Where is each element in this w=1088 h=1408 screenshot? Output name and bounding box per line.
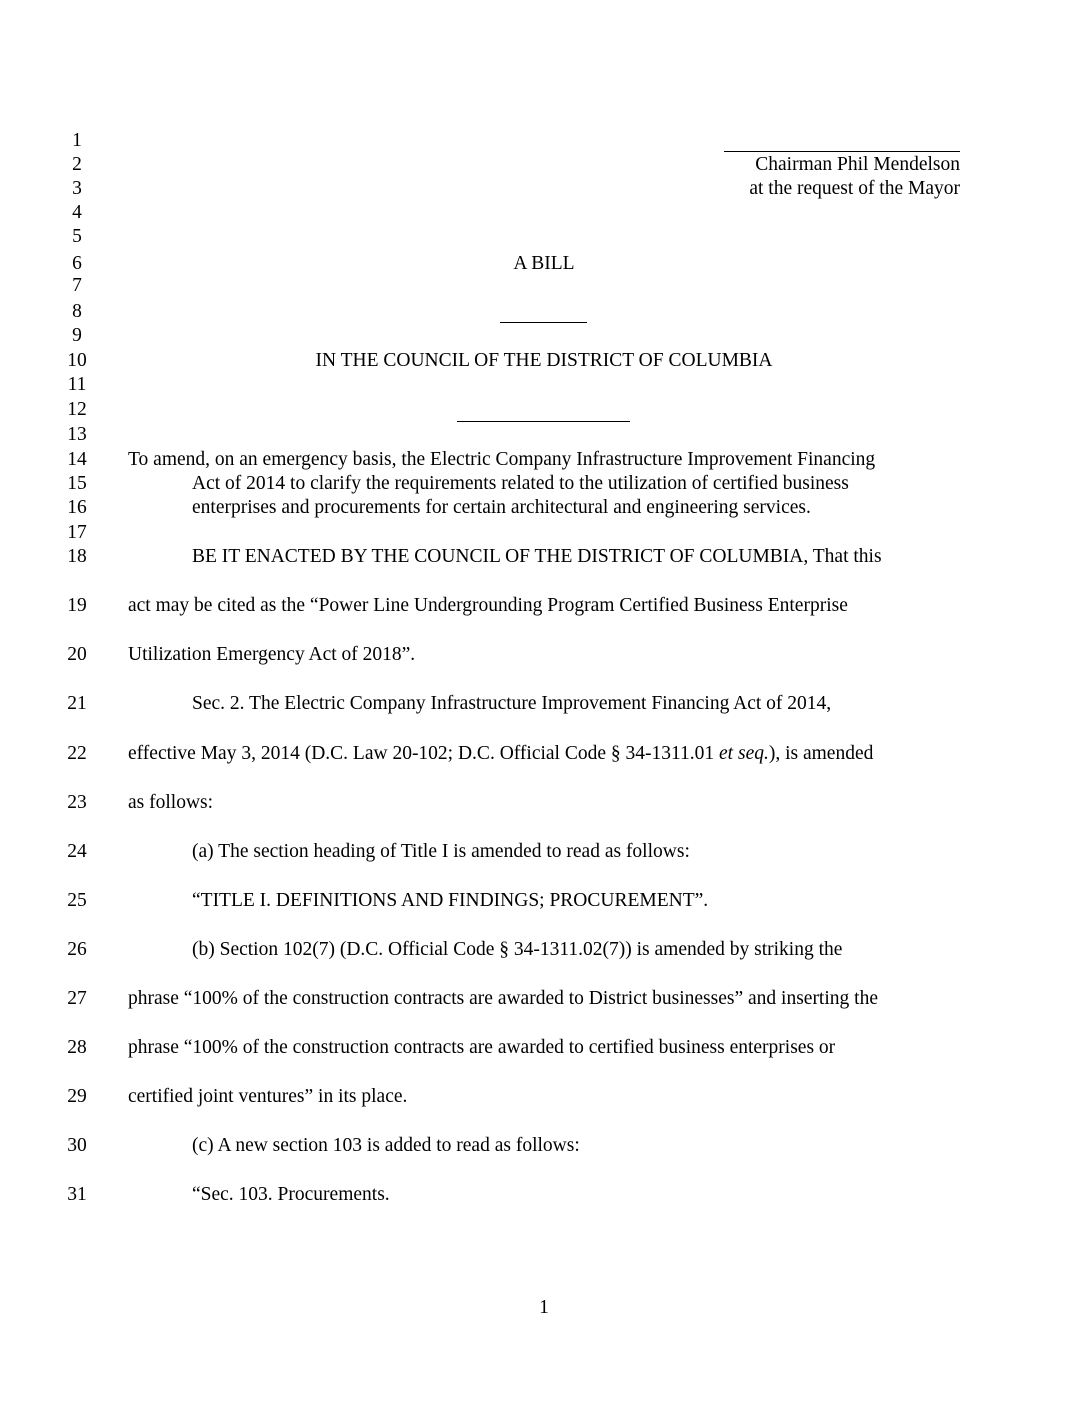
body-text: effective May 3, 2014 (D.C. Law 20-102; D.C. Official Code § 34-1311.01: [128, 743, 720, 764]
line-number: 14: [67, 449, 87, 470]
bill-number-line: [500, 322, 587, 323]
line-number: 9: [72, 325, 82, 346]
line-number: 29: [67, 1086, 87, 1107]
line-number: 4: [72, 202, 82, 223]
line-number: 23: [67, 792, 87, 813]
page-number: 1: [539, 1297, 549, 1318]
date-line: [457, 421, 630, 422]
body-line: Sec. 2. The Electric Company Infrastructure Improvement Financing Act of 2014,: [192, 693, 832, 714]
line-number: 15: [67, 473, 87, 494]
body-line: “TITLE I. DEFINITIONS AND FINDINGS; PROCUREMENT”.: [192, 890, 709, 911]
line-number: 25: [67, 890, 87, 911]
long-title-line: Act of 2014 to clarify the requirements related to the utilization of certified business: [192, 473, 849, 494]
body-line: “Sec. 103. Procurements.: [192, 1184, 390, 1205]
line-number: 19: [67, 595, 87, 616]
line-number: 2: [72, 154, 82, 175]
sponsor-request: at the request of the Mayor: [749, 178, 960, 199]
line-number: 20: [67, 644, 87, 665]
line-number: 10: [67, 350, 87, 371]
line-number: 11: [67, 374, 87, 395]
body-line: phrase “100% of the construction contracts are awarded to District businesses” and inserting the: [128, 988, 878, 1009]
line-number: 6: [72, 253, 82, 274]
line-number: 24: [67, 841, 87, 862]
body-line: [128, 742, 873, 766]
line-number: 28: [67, 1037, 87, 1058]
body-line: (b) Section 102(7) (D.C. Official Code § 34-1311.02(7)) is amended by striking the: [192, 939, 843, 960]
body-line: BE IT ENACTED BY THE COUNCIL OF THE DISTRICT OF COLUMBIA, That this: [192, 546, 882, 567]
body-line: (a) The section heading of Title I is amended to read as follows:: [192, 841, 690, 862]
line-number: 13: [67, 424, 87, 445]
body-line: act may be cited as the “Power Line Undergrounding Program Certified Business Enterprise: [128, 595, 848, 616]
bill-title: A BILL: [513, 253, 575, 274]
line-number: 26: [67, 939, 87, 960]
body-line: phrase “100% of the construction contracts are awarded to certified business enterprises or: [128, 1037, 836, 1058]
line-number: 3: [72, 178, 82, 199]
line-number: 21: [67, 693, 87, 714]
line-number: 31: [67, 1184, 87, 1205]
sponsor-name: Chairman Phil Mendelson: [755, 154, 960, 175]
line-number: 5: [72, 226, 82, 247]
line-number: 27: [67, 988, 87, 1009]
line-number: 30: [67, 1135, 87, 1156]
long-title-line: enterprises and procurements for certain architectural and engineering services.: [192, 497, 811, 518]
line-number: 17: [67, 522, 87, 543]
body-line: as follows:: [128, 792, 214, 813]
body-text: ), is amended: [768, 743, 874, 764]
line-number: 1: [72, 130, 82, 151]
long-title-line: To amend, on an emergency basis, the Electric Company Infrastructure Improvement Financing: [128, 449, 876, 470]
line-number: 12: [67, 399, 87, 420]
line-number: 7: [72, 275, 82, 296]
body-line: (c) A new section 103 is added to read as follows:: [192, 1135, 580, 1156]
body-line: Utilization Emergency Act of 2018”.: [128, 644, 416, 665]
italic-citation: et seq.: [719, 743, 769, 764]
body-line: certified joint ventures” in its place.: [128, 1086, 408, 1107]
council-heading: IN THE COUNCIL OF THE DISTRICT OF COLUMBIA: [315, 350, 773, 371]
line-number: 18: [67, 546, 87, 567]
sponsor-signature-line: [724, 151, 960, 152]
line-number: 16: [67, 497, 87, 518]
line-number: 8: [72, 301, 82, 322]
line-number: 22: [67, 743, 87, 764]
